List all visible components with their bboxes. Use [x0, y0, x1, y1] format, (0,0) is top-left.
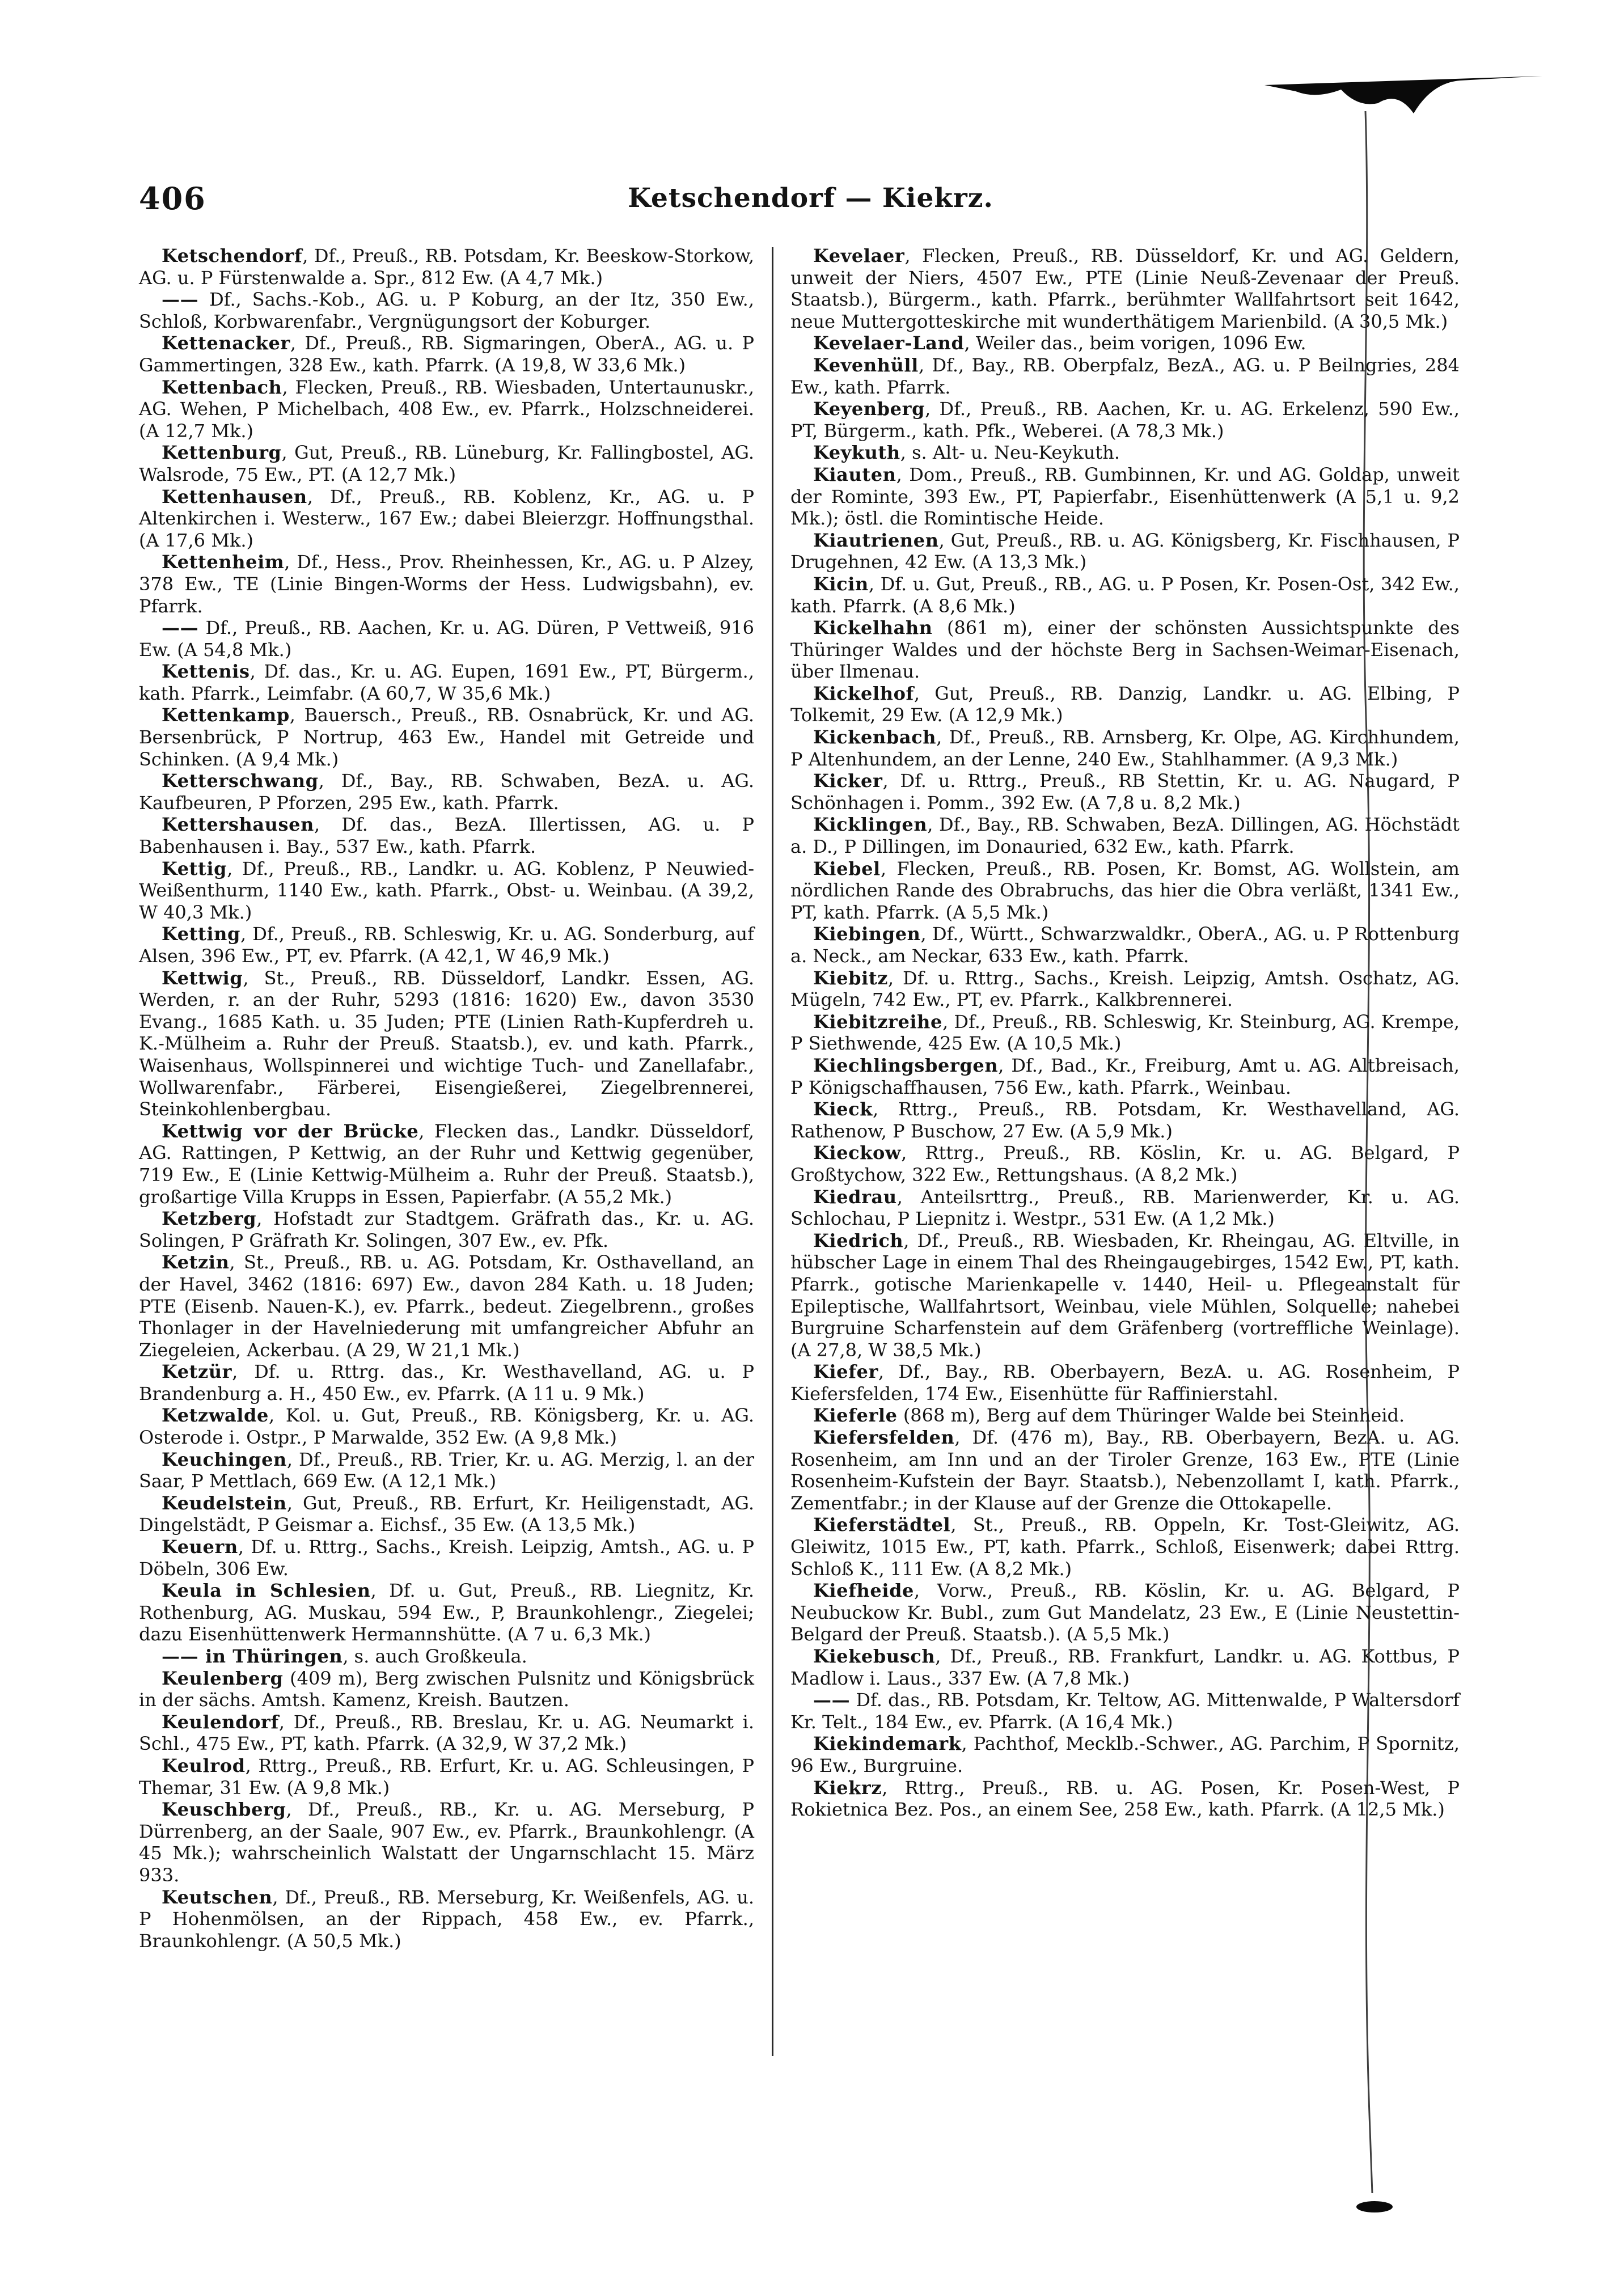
entry-headword: Kieferstädtel [813, 1514, 951, 1536]
gazetteer-entry: Kiebitzreihe, Df., Preuß., RB. Schleswig, Kr. Steinburg, AG. Krempe, P Siethwende, 425 Ew. (A 10,5 Mk.) [790, 1010, 1460, 1055]
gazetteer-entry: Kiebel, Flecken, Preuß., RB. Posen, Kr. Bomst, AG. Wollstein, am nördlichen Rande des Obrabruchs, das hier die Obra verläßt, 1341 Ew., PT, kath. Pfarrk. (A 5,5 Mk.) [790, 857, 1460, 923]
gazetteer-entry: Kevenhüll, Df., Bay., RB. Oberpfalz, BezA., AG. u. P Beilngries, 284 Ew., kath. Pfarrk. [790, 354, 1460, 398]
entry-headword: Kiebitzreihe [813, 1010, 943, 1033]
entry-headword: Kettershausen [162, 814, 314, 836]
entry-headword: Kieck [813, 1098, 873, 1120]
entry-headword: Kettenacker [162, 332, 290, 354]
entry-headword: Kickelhof [813, 682, 914, 704]
page-number: 406 [139, 180, 206, 217]
gazetteer-entry: Ketzin, St., Preuß., RB. u. AG. Potsdam, Kr. Osthavelland, an der Havel, 3462 (1816: 697) Ew., davon 284 Kath. u. 18 Juden; PTE (Eisenb. Nauen-K.), ev. Pfarrk., bedeut. Ziegelbrenn., großes Thonlager in der Havelniederung mit umfangreicher Abfuhr an Ziegeleien, Ackerbau. (A 29, W 21,1 Mk.) [139, 1251, 754, 1361]
entry-headword: Kiedrich [813, 1229, 904, 1251]
gazetteer-entry: Kicin, Df. u. Gut, Preuß., RB., AG. u. P Posen, Kr. Posen-Ost, 342 Ew., kath. Pfarrk. (A 8,6 Mk.) [790, 573, 1460, 617]
entry-headword: Keuschberg [162, 1799, 286, 1821]
running-head-title: Ketschendorf — Kiekrz. [628, 183, 993, 214]
gazetteer-entry: Kettenacker, Df., Preuß., RB. Sigmaringen, OberA., AG. u. P Gammertingen, 328 Ew., kath. Pfarrk. (A 19,8, W 33,6 Mk.) [139, 332, 754, 376]
entry-headword: Kevenhüll [813, 354, 919, 376]
entry-headword: Ketzür [162, 1361, 232, 1383]
gazetteer-entry: Keuschberg, Df., Preuß., RB., Kr. u. AG. Merseburg, P Dürrenberg, an der Saale, 907 Ew., ev. Pfarrk., Braunkohlengr. (A 45 Mk.); wahrscheinlich Walstatt der Ungarnschlacht 15. März 933. [139, 1799, 754, 1886]
entry-headword: Kiefersfelden [813, 1427, 955, 1449]
entry-headword: Kiebitz [813, 967, 889, 989]
entry-headword: Kicklingen [813, 814, 928, 836]
gazetteer-entry: Kicklingen, Df., Bay., RB. Schwaben, BezA. Dillingen, AG. Höchstädt a. D., P Dillingen, im Donauried, 632 Ew., kath. Pfarrk. [790, 814, 1460, 858]
right-column [790, 245, 1460, 1821]
entry-headword: Keyenberg [813, 398, 925, 420]
entry-headword: Kiauten [813, 463, 896, 485]
entry-headword: Kevelaer [813, 245, 905, 266]
gazetteer-entry: Kiebitz, Df. u. Rttrg., Sachs., Kreish. Leipzig, Amtsh. Oschatz, AG. Mügeln, 742 Ew., PT, ev. Pfarrk., Kalkbrennerei. [790, 967, 1460, 1011]
gazetteer-entry: Kettenhausen, Df., Preuß., RB. Koblenz, Kr., AG. u. P Altenkirchen i. Westerw., 167 Ew.; dabei Bleierzgr. Hoffnungsthal. (A 17,6 Mk.) [139, 485, 754, 551]
gazetteer-entry: Kiedrau, Anteilsrttrg., Preuß., RB. Marienwerder, Kr. u. AG. Schlochau, P Liepnitz i. Westpr., 531 Ew. (A 1,2 Mk.) [790, 1186, 1460, 1230]
ink-spot-bottom-artifact [1356, 2201, 1393, 2212]
gazetteer-entry: Kettenis, Df. das., Kr. u. AG. Eupen, 1691 Ew., PT, Bürgerm., kath. Pfarrk., Leimfabr. (A 60,7, W 35,6 Mk.) [139, 661, 754, 704]
gazetteer-entry: —— Df., Sachs.-Kob., AG. u. P Koburg, an der Itz, 350 Ew., Schloß, Korbwarenfabr., Vergnügungsort der Koburger. [139, 289, 754, 332]
gazetteer-entry: Keuern, Df. u. Rttrg., Sachs., Kreish. Leipzig, Amtsh., AG. u. P Döbeln, 306 Ew. [139, 1536, 754, 1580]
entry-headword: Kiautrienen [813, 529, 939, 551]
entry-headword: Kicin [813, 573, 869, 595]
gazetteer-entry: Keykuth, s. Alt- u. Neu-Keykuth. [813, 442, 1120, 464]
gazetteer-entry: Kettwig, St., Preuß., RB. Düsseldorf, Landkr. Essen, AG. Werden, r. an der Ruhr, 5293 (1816: 1620) Ew., davon 3530 Evang., 1685 Kath. u. 35 Juden; PTE (Linien Rath-Kupferdreh u. K.-Mülheim a. Ruhr der Preuß. Staatsb.), ev. und kath. Pfarrk., Waisenhaus, Wollspinnerei und wichtige Tuch- und Zanellafabr., Wollwarenfabr., Färberei, Eisengießerei, Ziegelbrennerei, Steinkohlenbergbau. [139, 967, 754, 1120]
entry-headword: Keulrod [162, 1754, 246, 1776]
gazetteer-entry: Ketschendorf, Df., Preuß., RB. Potsdam, Kr. Beeskow-Storkow, AG. u. P Fürstenwalde a. Spr., 812 Ew. (A 4,7 Mk.) [139, 245, 754, 289]
entry-headword: Kiedrau [813, 1186, 897, 1208]
entry-headword: Kettenis [162, 661, 250, 683]
gazetteer-entry: Kiefersfelden, Df. (476 m), Bay., RB. Oberbayern, BezA. u. AG. Rosenheim, am Inn und an der Tiroler Grenze, 163 Ew., PTE (Linie Rosenheim-Kufstein der Bayr. Staatsb.), Nebenzollamt I, kath. Pfarrk., Zementfabr.; in der Klause auf der Grenze die Ottokapelle. [790, 1427, 1460, 1514]
gazetteer-entry: Keula in Schlesien, Df. u. Gut, Preuß., RB. Liegnitz, Kr. Rothenburg, AG. Muskau, 594 Ew., P, Braunkohlengr., Ziegelei; dazu Eisenhüttenwerk Hermannshütte. (A 7 u. 6,3 Mk.) [139, 1580, 754, 1645]
entry-headword: Keudelstein [162, 1492, 287, 1514]
gazetteer-entry: Kettenbach, Flecken, Preuß., RB. Wiesbaden, Untertaunuskr., AG. Wehen, P Michelbach, 408 Ew., ev. Pfarrk., Holzschneiderei. (A 12,7 Mk.) [139, 376, 754, 442]
gazetteer-entry: Kettenburg, Gut, Preuß., RB. Lüneburg, Kr. Fallingbostel, AG. Walsrode, 75 Ew., PT. (A 12,7 Mk.) [139, 442, 754, 485]
gazetteer-entry: Kettershausen, Df. das., BezA. Illertissen, AG. u. P Babenhausen i. Bay., 537 Ew., kath. Pfarrk. [139, 814, 754, 858]
entry-headword: Kettwig vor der Brücke [162, 1120, 419, 1142]
entry-headword: —— [162, 617, 199, 639]
gazetteer-entry: Keyenberg, Df., Preuß., RB. Aachen, Kr. u. AG. Erkelenz, 590 Ew., PT, Bürgerm., kath. Pfk., Weberei. (A 78,3 Mk.) [790, 398, 1460, 442]
gazetteer-entry: Kieferstädtel, St., Preuß., RB. Oppeln, Kr. Tost-Gleiwitz, AG. Gleiwitz, 1015 Ew., PT, kath. Pfarrk., Schloß, Eisenwerk; dabei Rttrg. Schloß K., 111 Ew. (A 8,2 Mk.) [790, 1514, 1460, 1580]
entry-headword: Kiekebusch [813, 1645, 936, 1667]
entry-headword: Kiekindemark [813, 1733, 962, 1755]
entry-headword: —— [813, 1689, 851, 1711]
entry-headword: Keulenberg [162, 1667, 284, 1689]
entry-headword: Keuchingen [162, 1448, 287, 1470]
gazetteer-entry: Ketzberg, Hofstadt zur Stadtgem. Gräfrath das., Kr. u. AG. Solingen, P Gräfrath Kr. Solingen, 307 Ew., ev. Pfk. [139, 1208, 754, 1251]
entry-headword: Keykuth [813, 442, 900, 464]
entry-headword: Kiekrz [813, 1776, 882, 1799]
gazetteer-entry: Kiautrienen, Gut, Preuß., RB. u. AG. Königsberg, Kr. Fischhausen, P Drugehnen, 42 Ew. (A 13,3 Mk.) [790, 529, 1460, 573]
gazetteer-entry: Kiefheide, Vorw., Preuß., RB. Köslin, Kr. u. AG. Belgard, P Neubuckow Kr. Bubl., zum Gut Mandelatz, 23 Ew., E (Linie Neustettin-Belgard der Preuß. Staatsb.). (A 5,5 Mk.) [790, 1580, 1460, 1645]
gazetteer-entry: Kettenheim, Df., Hess., Prov. Rheinhessen, Kr., AG. u. P Alzey, 378 Ew., TE (Linie Bingen-Worms der Hess. Ludwigsbahn), ev. Pfarrk. [139, 551, 754, 617]
entry-headword: Kiebel [813, 857, 881, 879]
ink-smudge-artifact [1262, 73, 1545, 124]
gazetteer-entry: Keulrod, Rttrg., Preuß., RB. Erfurt, Kr. u. AG. Schleusingen, P Themar, 31 Ew. (A 9,8 Mk.) [139, 1754, 754, 1799]
entry-headword: Kiefer [813, 1361, 878, 1383]
gazetteer-entry: Keuchingen, Df., Preuß., RB. Trier, Kr. u. AG. Merzig, l. an der Saar, P Mettlach, 669 Ew. (A 12,1 Mk.) [139, 1448, 754, 1492]
entry-headword: Ketzwalde [162, 1404, 269, 1427]
gazetteer-entry: Kieferle (868 m), Berg auf dem Thüringer Walde bei Steinheid. [813, 1404, 1405, 1427]
gazetteer-entry: Kickelhahn (861 m), einer der schönsten Aussichtspunkte des Thüringer Waldes und der höchste Berg in Sachsen-Weimar-Eisenach, über Ilmenau. [790, 617, 1460, 683]
entry-headword: Kieferle [813, 1404, 898, 1427]
entry-headword: Ketzberg [162, 1208, 257, 1230]
gazetteer-entry: Kiauten, Dom., Preuß., RB. Gumbinnen, Kr. und AG. Goldap, unweit der Rominte, 393 Ew., PT, Papierfabr., Eisenhüttenwerk (A 5,1 u. 9,2 Mk.); östl. die Romintische Heide. [790, 463, 1460, 530]
entry-headword: Keulendorf [162, 1711, 279, 1733]
entry-headword: Kiefheide [813, 1580, 915, 1602]
gazetteer-entry: Kickenbach, Df., Preuß., RB. Arnsberg, Kr. Olpe, AG. Kirchhundem, P Altenhundem, an der Lenne, 240 Ew., Stahlhammer. (A 9,3 Mk.) [790, 726, 1460, 770]
running-header [139, 180, 1482, 226]
gazetteer-entry: Kickelhof, Gut, Preuß., RB. Danzig, Landkr. u. AG. Elbing, P Tolkemit, 29 Ew. (A 12,9 Mk.) [790, 682, 1460, 726]
gazetteer-entry: Keutschen, Df., Preuß., RB. Merseburg, Kr. Weißenfels, AG. u. P Hohenmölsen, an der Rippach, 458 Ew., ev. Pfarrk., Braunkohlengr. (A 50,5 Mk.) [139, 1886, 754, 1952]
entry-headword: Kiebingen [813, 923, 921, 945]
entry-headword: Kickenbach [813, 726, 937, 748]
gazetteer-entry: —— Df. das., RB. Potsdam, Kr. Teltow, AG. Mittenwalde, P Waltersdorf Kr. Telt., 184 Ew., ev. Pfarrk. (A 16,4 Mk.) [790, 1689, 1460, 1733]
gazetteer-entry: Kettwig vor der Brücke, Flecken das., Landkr. Düsseldorf, AG. Rattingen, P Kettwig, an der Ruhr und Kettwig gegenüber, 719 Ew., E (Linie Kettwig-Mülheim a. Ruhr der Preuß. Staatsb.), großartige Villa Krupps in Essen, Papierfabr. (A 55,2 Mk.) [139, 1120, 754, 1208]
gazetteer-entry: Kiekrz, Rttrg., Preuß., RB. u. AG. Posen, Kr. Posen-West, P Rokietnica Bez. Pos., an einem See, 258 Ew., kath. Pfarrk. (A 12,5 Mk.) [790, 1776, 1460, 1821]
entry-headword: Kettenkamp [162, 704, 290, 726]
entry-headword: Kiechlingsbergen [813, 1054, 999, 1076]
gazetteer-entry: Ketzwalde, Kol. u. Gut, Preuß., RB. Königsberg, Kr. u. AG. Osterode i. Ostpr., P Marwalde, 352 Ew. (A 9,8 Mk.) [139, 1404, 754, 1449]
entry-headword: Ketting [162, 923, 241, 945]
entry-headword: Kettenhausen [162, 485, 307, 507]
gazetteer-entry: Keulendorf, Df., Preuß., RB. Breslau, Kr. u. AG. Neumarkt i. Schl., 475 Ew., PT, kath. Pfarrk. (A 32,9, W 37,2 Mk.) [139, 1711, 754, 1755]
gazetteer-entry: Kevelaer-Land, Weiler das., beim vorigen, 1096 Ew. [813, 332, 1306, 354]
gazetteer-entry: Kieck, Rttrg., Preuß., RB. Potsdam, Kr. Westhavelland, AG. Rathenow, P Buschow, 27 Ew. (A 5,9 Mk.) [790, 1098, 1460, 1142]
entry-headword: Keutschen [162, 1886, 273, 1908]
entry-headword: Kettwig [162, 967, 243, 989]
gazetteer-entry: Kiekebusch, Df., Preuß., RB. Frankfurt, Landkr. u. AG. Kottbus, P Madlow i. Laus., 337 Ew. (A 7,8 Mk.) [790, 1645, 1460, 1689]
entry-headword: Ketterschwang [162, 770, 319, 792]
gazetteer-entry: Kicker, Df. u. Rttrg., Preuß., RB Stettin, Kr. u. AG. Naugard, P Schönhagen i. Pomm., 392 Ew. (A 7,8 u. 8,2 Mk.) [790, 770, 1460, 814]
gazetteer-entry: Kiebingen, Df., Württ., Schwarzwaldkr., OberA., AG. u. P Rottenburg a. Neck., am Neckar, 633 Ew., kath. Pfarrk. [790, 923, 1460, 967]
entry-headword: Keula in Schlesien [162, 1580, 371, 1602]
gazetteer-entry: Keulenberg (409 m), Berg zwischen Pulsnitz und Königsbrück in der sächs. Amtsh. Kamenz, Kreish. Bautzen. [139, 1667, 754, 1711]
entry-headword: Kicker [813, 770, 883, 792]
gazetteer-entry: Kettig, Df., Preuß., RB., Landkr. u. AG. Koblenz, P Neuwied-Weißenthurm, 1140 Ew., kath. Pfarrk., Obst- u. Weinbau. (A 39,2, W 40,3 Mk.) [139, 857, 754, 923]
entry-headword: Keuern [162, 1536, 238, 1558]
entry-headword: Kickelhahn [813, 617, 933, 639]
gazetteer-entry: Keudelstein, Gut, Preuß., RB. Erfurt, Kr. Heiligenstadt, AG. Dingelstädt, P Geismar a. Eichsf., 35 Ew. (A 13,5 Mk.) [139, 1492, 754, 1536]
gazetteer-entry: —— Df., Preuß., RB. Aachen, Kr. u. AG. Düren, P Vettweiß, 916 Ew. (A 54,8 Mk.) [139, 617, 754, 661]
column-divider-rule [772, 247, 773, 2056]
entry-headword: Kettig [162, 857, 227, 879]
entry-headword: Ketschendorf [162, 245, 303, 266]
gazetteer-entry: Kiedrich, Df., Preuß., RB. Wiesbaden, Kr. Rheingau, AG. Eltville, in hübscher Lage in einem Thal des Rheingaugebirges, 1542 Ew., PT, kath. Pfarrk., gotische Marienkapelle v. 1440, Heil- u. Pflegeanstalt für Epileptische, Wallfahrtsort, Weinbau, viele Mühlen, Solquelle; nahebei Burgruine Scharfenstein auf dem Gräfenberg (vortreffliche Weinlage). (A 27,8, W 38,5 Mk.) [790, 1229, 1460, 1361]
gazetteer-entry: Kettenkamp, Bauersch., Preuß., RB. Osnabrück, Kr. und AG. Bersenbrück, P Nortrup, 463 Ew., Handel mit Getreide und Schinken. (A 9,4 Mk.) [139, 704, 754, 770]
entry-headword: Kettenbach [162, 376, 282, 398]
entry-headword: Ketzin [162, 1251, 230, 1274]
gazetteer-entry: Kevelaer, Flecken, Preuß., RB. Düsseldorf, Kr. und AG. Geldern, unweit der Niers, 4507 Ew., PTE (Linie Neuß-Zevenaar der Preuß. Staatsb.), Bürgerm., kath. Pfarrk., berühmter Wallfahrtsort seit 1642, neue Muttergotteskirche mit wunderthätigem Marienbild. (A 30,5 Mk.) [790, 245, 1460, 332]
entry-headword: Kettenburg [162, 442, 282, 464]
gazetteer-entry: Ketting, Df., Preuß., RB. Schleswig, Kr. u. AG. Sonderburg, auf Alsen, 396 Ew., PT, ev. Pfarrk. (A 42,1, W 46,9 Mk.) [139, 923, 754, 967]
gazetteer-entry: Kieckow, Rttrg., Preuß., RB. Köslin, Kr. u. AG. Belgard, P Großtychow, 322 Ew., Rettungshaus. (A 8,2 Mk.) [790, 1142, 1460, 1186]
entry-headword: Kieckow [813, 1142, 902, 1164]
entry-headword: Kevelaer-Land [813, 332, 965, 354]
entry-headword: —— in Thüringen [162, 1645, 343, 1667]
left-column [139, 245, 754, 1952]
gazetteer-entry: Kiefer, Df., Bay., RB. Oberbayern, BezA. u. AG. Rosenheim, P Kiefersfelden, 174 Ew., Eisenhütte für Raffinierstahl. [790, 1361, 1460, 1404]
gazetteer-entry: Ketzür, Df. u. Rttrg. das., Kr. Westhavelland, AG. u. P Brandenburg a. H., 450 Ew., ev. Pfarrk. (A 11 u. 9 Mk.) [139, 1361, 754, 1404]
gazetteer-entry: Kiekindemark, Pachthof, Mecklb.-Schwer., AG. Parchim, P Spornitz, 96 Ew., Burgruine. [790, 1733, 1460, 1776]
gazetteer-entry: —— in Thüringen, s. auch Großkeula. [162, 1645, 527, 1667]
gazetteer-entry: Kiechlingsbergen, Df., Bad., Kr., Freiburg, Amt u. AG. Altbreisach, P Königschaffhausen, 756 Ew., kath. Pfarrk., Weinbau. [790, 1054, 1460, 1098]
entry-headword: Kettenheim [162, 551, 285, 573]
gazetteer-entry: Ketterschwang, Df., Bay., RB. Schwaben, BezA. u. AG. Kaufbeuren, P Pforzen, 295 Ew., kath. Pfarrk. [139, 770, 754, 814]
entry-headword: —— [162, 289, 199, 311]
text-columns [139, 245, 1482, 2056]
